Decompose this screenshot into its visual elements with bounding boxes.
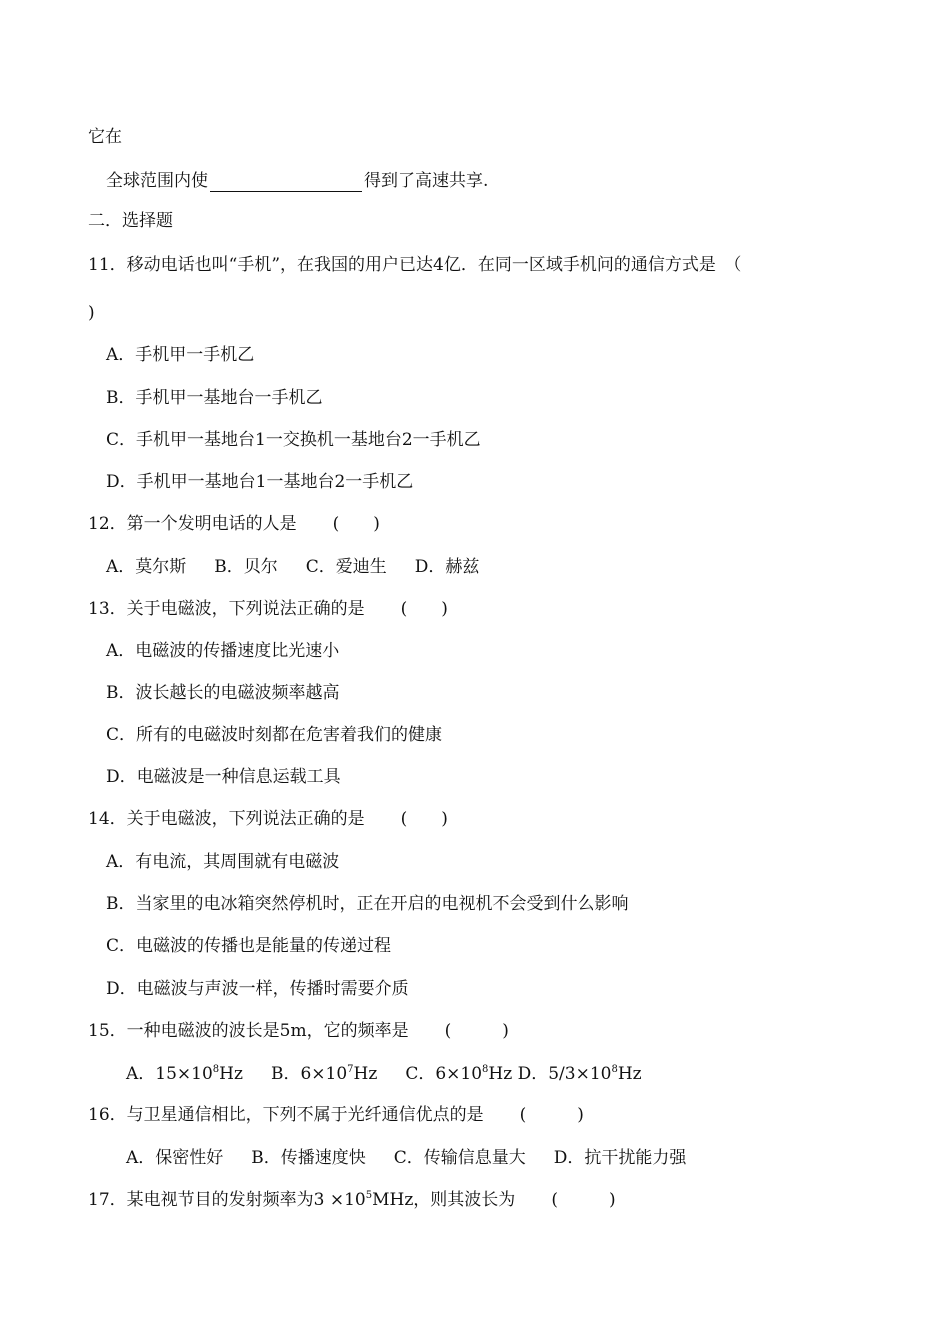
question-11-stem-cont: )	[88, 303, 95, 323]
question-17-paren: ( )	[551, 1190, 616, 1210]
q13-option-c: C．所有的电磁波时刻都在危害着我们的健康	[106, 725, 443, 745]
intro-line-1: 它在	[88, 127, 122, 147]
q11-option-d: D．手机甲一基地台1一基地台2一手机乙	[106, 472, 414, 492]
question-13-stem: 13．关于电磁波，下列说法正确的是	[88, 599, 365, 619]
q14-option-c: C．电磁波的传播也是能量的传递过程	[106, 936, 392, 956]
question-16	[88, 1104, 584, 1126]
question-15-paren: ( )	[444, 1021, 509, 1041]
q14-option-d: D．电磁波与声波一样，传播时需要介质	[106, 979, 409, 999]
q15-option-a: A．$15\times 10^8Hz$	[126, 1064, 243, 1084]
question-14-stem: 14．关于电磁波，下列说法正确的是	[88, 809, 365, 829]
q15-options	[126, 1063, 642, 1085]
q12-options	[106, 556, 479, 578]
question-13	[88, 598, 448, 620]
question-15-stem: 15．一种电磁波的波长是5m，它的频率是	[88, 1021, 409, 1041]
question-17-stem: 17．某电视节目的发射频率为$3 \times 10^5MHz$，则其波长为	[88, 1190, 516, 1210]
q16-options	[126, 1147, 686, 1169]
question-12-stem: 12．第一个发明电话的人是	[88, 514, 297, 534]
question-11-stem: 11．移动电话也叫“手机”，在我国的用户已达4亿．在同一区域手机问的通信方式是 （	[88, 255, 742, 275]
q11-option-c: C．手机甲一基地台1一交换机一基地台2一手机乙	[106, 430, 481, 450]
section-title: 二．选择题	[88, 211, 173, 231]
q16-option-b: B．传播速度快	[251, 1148, 366, 1168]
q16-option-a: A．保密性好	[126, 1148, 224, 1168]
q13-option-d: D．电磁波是一种信息运载工具	[106, 767, 341, 787]
intro-line-2	[106, 170, 488, 192]
q12-option-c: C．爱迪生	[305, 557, 387, 577]
q11-option-b: B．手机甲一基地台一手机乙	[106, 388, 323, 408]
q12-option-d: D．赫兹	[414, 557, 480, 577]
question-16-stem: 16．与卫星通信相比，下列不属于光纤通信优点的是	[88, 1105, 484, 1125]
question-12	[88, 513, 380, 535]
q12-option-b: B．贝尔	[214, 557, 278, 577]
q16-option-c: C．传输信息量大	[393, 1148, 526, 1168]
question-12-paren: ( )	[332, 514, 380, 534]
question-16-paren: ( )	[519, 1105, 584, 1125]
question-14	[88, 808, 448, 830]
q15-option-d: D．$5/3\times 10^8Hz$	[517, 1064, 642, 1084]
intro-text-before: 全球范围内使	[106, 171, 208, 191]
q14-option-b: B．当家里的电冰箱突然停机时，正在开启的电视机不会受到什么影响	[106, 894, 629, 914]
q13-option-b: B．波长越长的电磁波频率越高	[106, 683, 340, 703]
q11-option-a: A．手机甲一手机乙	[106, 345, 255, 365]
q14-option-a: A．有电流，其周围就有电磁波	[106, 852, 340, 872]
q12-option-a: A．莫尔斯	[106, 557, 187, 577]
question-14-paren: ( )	[400, 809, 448, 829]
question-17	[88, 1189, 616, 1211]
question-13-paren: ( )	[400, 599, 448, 619]
answer-blank[interactable]	[210, 173, 362, 192]
q15-option-b: B．$6\times 10^7Hz$	[270, 1064, 378, 1084]
q15-option-c: C．$6\times 10^8Hz$	[405, 1064, 513, 1084]
intro-text-after: 得到了高速共享.	[364, 171, 489, 191]
q13-option-a: A．电磁波的传播速度比光速小	[106, 641, 340, 661]
q16-option-d: D．抗干扰能力强	[553, 1148, 687, 1168]
question-15	[88, 1020, 509, 1042]
